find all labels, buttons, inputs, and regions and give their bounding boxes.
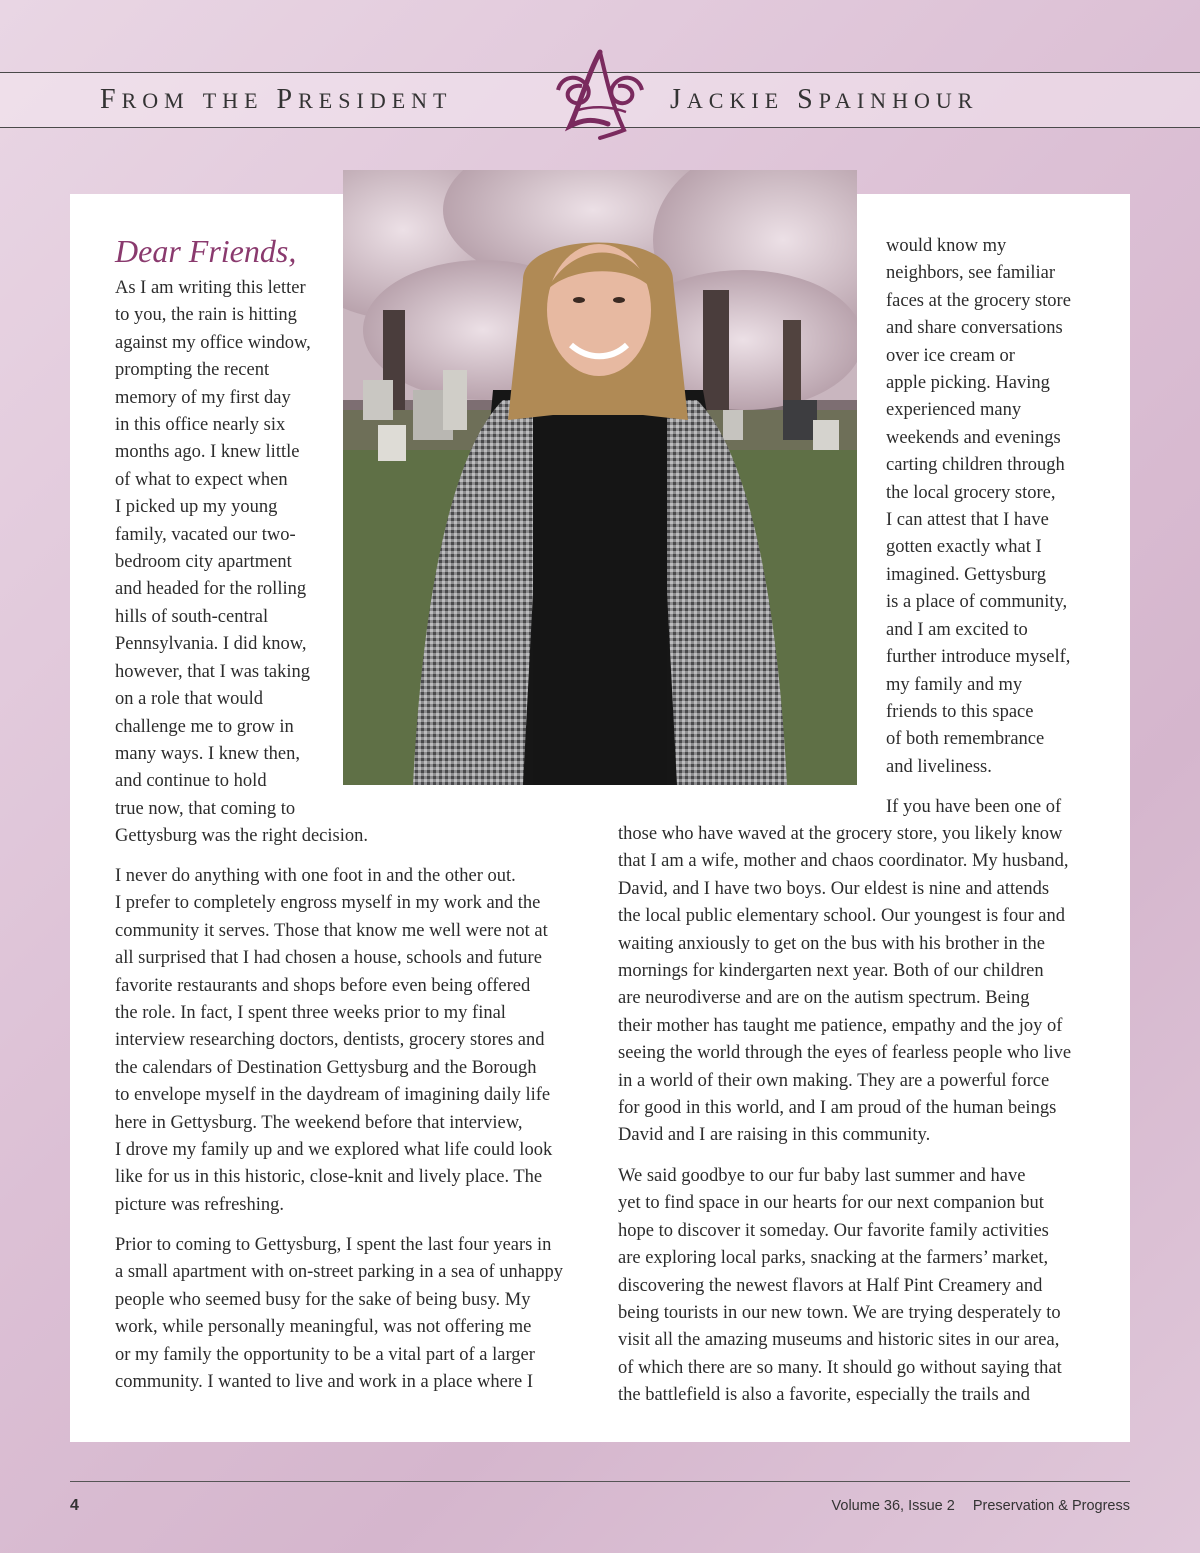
text-line: in this office nearly six: [115, 415, 286, 436]
text-line: of which there are so many. It should go without saying that: [618, 1357, 1062, 1378]
text-line: that I am a wife, mother and chaos coordinator. My husband,: [618, 851, 1069, 872]
column2-paragraph-2-first-line: [886, 794, 1061, 821]
text-line: interview researching doctors, dentists, grocery stores and: [115, 1030, 545, 1051]
footer-divider: [70, 1481, 1130, 1482]
text-line: against my office window,: [115, 332, 311, 353]
text-line: and share conversations: [886, 318, 1063, 339]
text-line: mornings for kindergarten next year. Both of our children: [618, 961, 1044, 982]
text-line: bedroom city apartment: [115, 552, 292, 573]
text-line: to envelope myself in the daydream of imagining daily life: [115, 1085, 551, 1106]
text-line: a small apartment with on-street parking in a sea of unhappy: [115, 1262, 563, 1283]
text-line: discovering the newest flavors at Half Pint Creamery and: [618, 1275, 1043, 1296]
text-line: hope to discover it someday. Our favorite family activities: [618, 1220, 1049, 1241]
text-line: Prior to coming to Gettysburg, I spent the last four years in: [115, 1235, 552, 1255]
text-line: favorite restaurants and shops before even being offered: [115, 975, 531, 996]
text-line: to you, the rain is hitting: [115, 305, 297, 326]
text-line: are neurodiverse and are on the autism spectrum. Being: [618, 988, 1030, 1009]
text-line: however, that I was taking: [115, 661, 310, 682]
column1-paragraph-3: [115, 1232, 563, 1396]
text-line: friends to this space: [886, 701, 1034, 722]
letter-greeting: Dear Friends,: [115, 233, 297, 269]
volume-issue: Volume 36, Issue 2: [831, 1498, 955, 1514]
section-title: FROM THE PRESIDENT: [100, 84, 453, 115]
text-line: true now, that coming to: [115, 798, 296, 819]
text-line: I prefer to completely engross myself in my work and the: [115, 893, 541, 914]
text-line: the battlefield is also a favorite, especially the trails and: [618, 1385, 1030, 1406]
column2-paragraph-2: [618, 821, 1071, 1150]
text-line: my family and my: [886, 674, 1023, 695]
text-line: in a world of their own making. They are a powerful force: [618, 1070, 1050, 1091]
text-line: faces at the grocery store: [886, 290, 1071, 311]
text-line: those who have waved at the grocery store, you likely know: [618, 824, 1063, 844]
text-line: is a place of community,: [886, 592, 1068, 613]
text-line: prompting the recent: [115, 360, 270, 381]
publication-name: Preservation & Progress: [972, 1498, 1130, 1514]
text-line: I can attest that I have: [886, 510, 1049, 531]
text-line: and liveliness.: [886, 756, 992, 777]
text-line: the calendars of Destination Gettysburg and the Borough: [115, 1057, 537, 1078]
author-name: JACKIE SPAINHOUR: [670, 84, 979, 115]
text-line: weekends and evenings: [886, 427, 1061, 448]
text-line: months ago. I knew little: [115, 442, 300, 463]
text-line: waiting anxiously to get on the bus with his brother in the: [618, 933, 1045, 954]
text-line: neighbors, see familiar: [886, 263, 1056, 284]
text-line: challenge me to grow in: [115, 716, 294, 737]
text-line: community. I wanted to live and work in a place where I: [115, 1372, 533, 1393]
text-line: family, vacated our two-: [115, 524, 296, 545]
text-line: further introduce myself,: [886, 647, 1071, 668]
text-line: We said goodbye to our fur baby last summer and have: [618, 1166, 1026, 1186]
text-line: and headed for the rolling: [115, 579, 307, 600]
text-line: the role. In fact, I spent three weeks prior to my final: [115, 1003, 506, 1024]
text-line: imagined. Gettysburg: [886, 564, 1046, 585]
text-line: like for us in this historic, close-knit and lively place. The: [115, 1167, 543, 1188]
text-line: over ice cream or: [886, 345, 1015, 366]
text-line: or my family the opportunity to be a vital part of a larger: [115, 1344, 535, 1365]
text-line: yet to find space in our hearts for our next companion but: [618, 1193, 1044, 1214]
text-line: gotten exactly what I: [886, 537, 1042, 558]
text-line: I picked up my young: [115, 497, 278, 518]
text-line: David, and I have two boys. Our eldest is nine and attends: [618, 878, 1050, 899]
footer-publication-info: [832, 1498, 1130, 1514]
text-line: for good in this world, and I am proud of the human beings: [618, 1098, 1057, 1119]
page-number: 4: [70, 1497, 79, 1514]
president-portrait-photo: [343, 170, 857, 785]
text-line: would know my: [886, 236, 1007, 256]
text-line: hills of south-central: [115, 606, 269, 627]
column2-paragraph-3: [618, 1163, 1062, 1410]
text-line: community it serves. Those that know me well were not at: [115, 920, 548, 941]
text-line: apple picking. Having: [886, 373, 1050, 394]
text-line: visit all the amazing museums and historic sites in our area,: [618, 1330, 1060, 1351]
text-line: seeing the world through the eyes of fearless people who live: [618, 1043, 1072, 1064]
text-line: and I am excited to: [886, 619, 1028, 640]
text-line: Gettysburg was the right decision.: [115, 826, 368, 847]
text-line: If you have been one of: [886, 797, 1062, 817]
text-line: Pennsylvania. I did know,: [115, 634, 307, 655]
text-line: I drove my family up and we explored what life could look: [115, 1140, 553, 1161]
text-line: the local public elementary school. Our youngest is four and: [618, 906, 1065, 927]
column1-paragraph-2: [115, 863, 552, 1219]
text-line: picture was refreshing.: [115, 1194, 285, 1215]
text-line: many ways. I knew then,: [115, 743, 300, 764]
text-line: and continue to hold: [115, 771, 267, 792]
text-line: all surprised that I had chosen a house, schools and future: [115, 948, 542, 969]
text-line: work, while personally meaningful, was not offering me: [115, 1317, 532, 1338]
ornamental-monogram-icon: [548, 44, 652, 144]
text-line: of both remembrance: [886, 729, 1045, 750]
text-line: the local grocery store,: [886, 482, 1056, 503]
text-line: their mother has taught me patience, empathy and the joy of: [618, 1015, 1063, 1036]
column2-top-paragraph: [886, 233, 1071, 781]
text-line: people who seemed busy for the sake of being busy. My: [115, 1289, 531, 1310]
text-line: memory of my first day: [115, 387, 291, 408]
column1-intro-paragraph: [115, 275, 368, 851]
text-line: experienced many: [886, 400, 1022, 421]
text-line: on a role that would: [115, 689, 263, 710]
text-line: David and I are raising in this community.: [618, 1125, 931, 1146]
text-line: of what to expect when: [115, 469, 288, 490]
text-line: carting children through: [886, 455, 1065, 476]
text-line: being tourists in our new town. We are trying desperately to: [618, 1303, 1061, 1324]
text-line: are exploring local parks, snacking at the farmers’ market,: [618, 1248, 1049, 1269]
text-line: I never do anything with one foot in and the other out.: [115, 866, 516, 886]
text-line: As I am writing this letter: [115, 278, 306, 298]
text-line: here in Gettysburg. The weekend before that interview,: [115, 1112, 523, 1133]
